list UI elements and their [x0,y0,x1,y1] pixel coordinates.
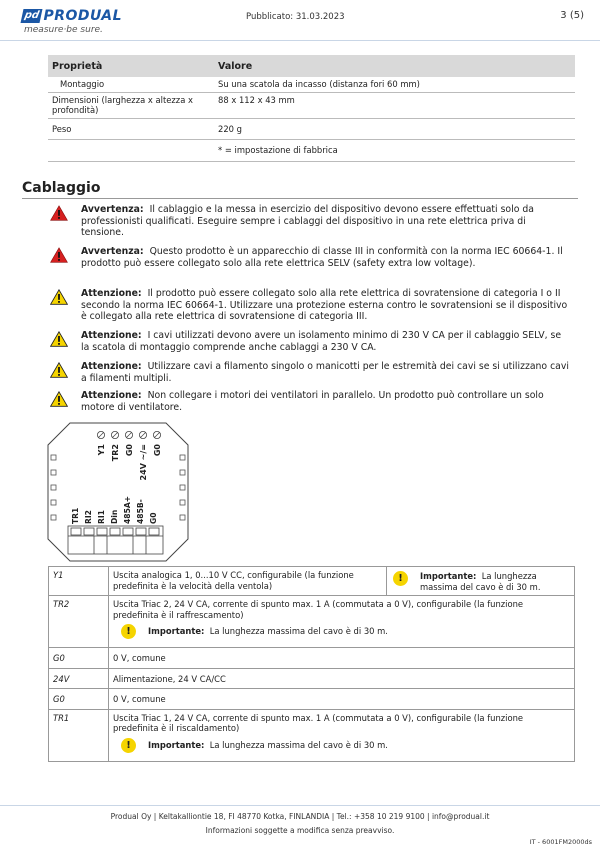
pin-description: Alimentazione, 24 V CA/CC [109,668,575,689]
terminal-label-y1: Y1 [97,444,106,456]
publish-date: Pubblicato: 31.03.2023 [246,12,345,22]
warning-note [50,246,570,269]
logo-tagline: measure·be sure. [24,25,103,35]
note-text: Il prodotto può essere collegato solo alla rete elettrica di sovratensione di categoria I o II secondo la norma IEC 60664-1. Utilizzare una protezione esterna contro le sovratensioni se il dispositivo è collegato alla rete elettrica di sovratensione di categoria III. [81,288,568,322]
terminal-label-g0-top: G0 [125,444,134,457]
pin-description: Uscita analogica 1, 0...10 V CC, configurabile (la funzione predefinita è la velocità della ventola) [109,567,387,596]
caution-icon [50,362,68,378]
table-row [49,668,575,689]
terminal-label-ri2: RI2 [84,510,93,524]
important-label: Importante: [148,626,205,636]
pin-description: Uscita Triac 2, 24 V CA, corrente di spunto max. 1 A (commutata a 0 V), configurabile (la funzione predefinita è il raffrescamento) [113,599,524,620]
caution-note [50,390,570,413]
factory-setting-note: * = impostazione di fabbrica [214,140,575,162]
note-label: Attenzione: [81,288,142,299]
property-column-header: Proprietà [48,55,214,77]
terminal-label-tr1: TR1 [71,507,80,524]
terminal-label-g0-top-2: G0 [153,444,162,457]
logo-name: PRODUAL [43,8,122,24]
header-divider [0,40,600,41]
logo-mark: pd [21,9,43,23]
danger-icon [50,205,68,221]
pin-description: 0 V, comune [109,689,575,710]
pin-name: 24V [49,668,109,689]
footer-divider [0,805,600,806]
caution-icon [50,289,68,305]
danger-icon [50,247,68,263]
important-text: La lunghezza massima del cavo è di 30 m. [209,739,388,750]
property-value: 220 g [214,118,575,140]
property-name: Dimensioni (larghezza x altezza x profondità) [48,92,214,118]
note-text: I cavi utilizzati devono avere un isolamento minimo di 230 V CA per il cablaggio SELV, se la scatola di montaggio comprende anche cablaggi a 230 V CA. [81,330,562,353]
properties-header-row [48,55,575,77]
property-name [48,140,214,162]
terminal-label-g0-bottom: G0 [149,512,158,524]
pin-name: TR1 [49,709,109,761]
note-label: Attenzione: [81,330,142,341]
terminal-label-tr2: TR2 [111,444,120,462]
table-row [49,567,575,596]
important-icon: ! [121,624,136,639]
table-row [48,92,575,118]
caution-note [50,288,570,323]
page-number: 3 (5) [560,10,584,21]
bottom-connector [68,526,163,554]
table-row [48,77,575,92]
caution-icon [50,331,68,347]
important-cell [387,567,575,596]
property-value: 88 x 112 x 43 mm [214,92,575,118]
important-label: Importante: [420,571,477,581]
note-label: Attenzione: [81,390,142,401]
property-name: Montaggio [48,77,214,92]
terminal-label-485b: 485B- [136,499,145,524]
table-row [49,596,575,648]
important-label: Importante: [148,739,205,750]
table-row [49,709,575,761]
note-label: Attenzione: [81,361,142,372]
caution-note [50,361,570,384]
document-id: IT - 6001FM2000ds [529,838,592,846]
warning-note [50,204,570,239]
property-name: Peso [48,118,214,140]
caution-note [50,330,570,353]
terminal-label-485a: 485A+ [123,495,132,524]
pin-description: 0 V, comune [109,648,575,669]
important-text: La lunghezza massima del cavo è di 30 m. [420,571,541,592]
value-column-header: Valore [214,55,575,77]
table-row [49,648,575,669]
wiring-diagram [44,420,192,564]
important-icon: ! [393,571,408,586]
table-row [48,118,575,140]
important-text: La lunghezza massima del cavo è di 30 m. [209,626,388,636]
section-divider [22,198,578,199]
note-label: Avvertenza: [81,246,144,257]
terminal-label-ri1: RI1 [97,510,106,524]
caution-icon [50,391,68,407]
terminal-label-24v: 24V ~/= [139,444,148,481]
important-icon: ! [121,738,136,753]
footer-notice: Informazioni soggette a modifica senza preavviso. [205,826,395,835]
produal-logo [22,8,122,35]
note-text: Non collegare i motori dei ventilatori in parallelo. Un prodotto può controllare un solo motore di ventilatore. [81,390,544,413]
terminal-table [48,566,575,762]
table-row [48,140,575,162]
pin-description: Uscita Triac 1, 24 V CA, corrente di spunto max. 1 A (commutata a 0 V), configurabile (la funzione predefinita è il riscaldamento) [113,712,524,733]
footer-address: Produal Oy | Keltakalliontie 18, FI 48770 Kotka, FINLANDIA | Tel.: +358 10 219 9100 | info@produal.it [110,812,490,821]
pin-name: TR2 [49,596,109,648]
pin-name: G0 [49,648,109,669]
pin-name: Y1 [49,567,109,596]
note-text: Il cablaggio e la messa in esercizio del dispositivo devono essere effettuati solo da professionisti qualificati. Eseguire sempre i cablaggi del dispositivo in una rete elettrica priva di tensione. [81,204,534,238]
property-value: Su una scatola da incasso (distanza fori 60 mm) [214,77,575,92]
note-label: Avvertenza: [81,204,144,215]
pin-name: G0 [49,689,109,710]
properties-table [48,55,575,162]
note-text: Questo prodotto è un apparecchio di classe III in conformità con la norma IEC 60664-1. Il prodotto può essere collegato solo alla rete elettrica SELV (safety extra low voltage). [81,246,563,269]
terminal-label-din: Din [110,509,119,524]
table-row [49,689,575,710]
section-title: Cablaggio [22,180,101,196]
note-text: Utilizzare cavi a filamento singolo o manicotti per le estremità dei cavi se si utilizzano cavi a filamenti multipli. [81,361,569,384]
